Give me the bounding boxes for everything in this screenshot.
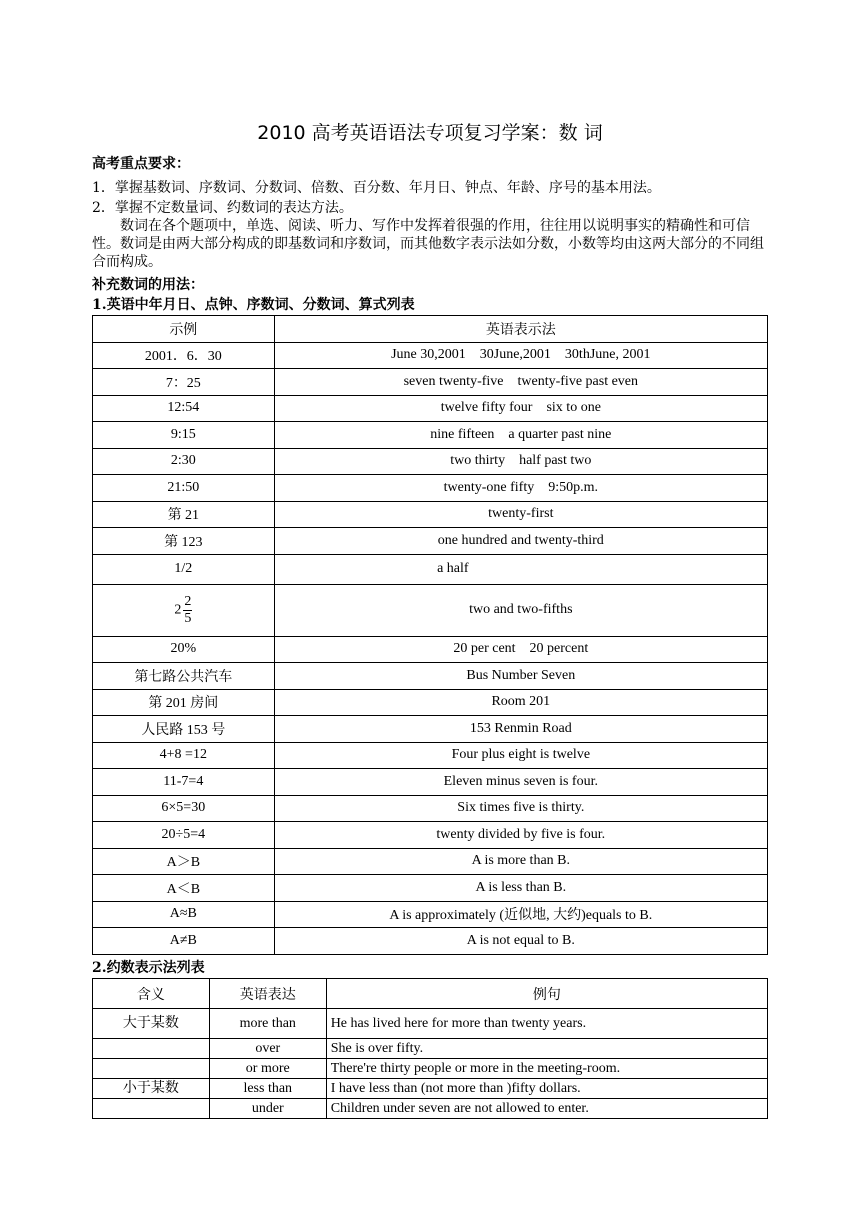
table-row	[93, 769, 768, 796]
english-cell: Room 201	[274, 689, 767, 716]
expression-cell: more than	[209, 1009, 326, 1039]
example-cell: 人民路 153 号	[93, 716, 275, 743]
page-title: 2010 高考英语语法专项复习学案：数 词	[257, 122, 603, 144]
expression-cell: or more	[209, 1059, 326, 1079]
header-example-sentence: 例句	[326, 979, 767, 1009]
meaning-cell	[93, 1059, 210, 1079]
table-row	[93, 689, 768, 716]
header-english: 英语表示法	[274, 316, 767, 343]
requirements-heading: 高考重点要求：	[92, 156, 190, 172]
table-row	[93, 795, 768, 822]
example-cell: 1/2	[93, 554, 275, 584]
english-cell: June 30,2001 30June,2001 30thJune, 2001	[274, 342, 767, 369]
english-cell: seven twenty-five twenty-five past even	[274, 369, 767, 396]
table-row	[93, 875, 768, 902]
table-header-row	[93, 979, 768, 1009]
english-cell: A is approximately (近似地, 大约)equals to B.	[274, 901, 767, 928]
table-row	[93, 554, 768, 584]
example-cell: A＞B	[93, 848, 275, 875]
example-cell: 12:54	[93, 395, 275, 422]
sentence-cell: I have less than (not more than )fifty dollars.	[326, 1079, 767, 1099]
table-row	[93, 369, 768, 396]
english-cell: two thirty half past two	[274, 448, 767, 475]
example-cell: 第 21	[93, 501, 275, 528]
meaning-cell	[93, 1039, 210, 1059]
english-cell: A is more than B.	[274, 848, 767, 875]
english-cell: Six times five is thirty.	[274, 795, 767, 822]
english-cell: 20 per cent 20 percent	[274, 636, 767, 663]
meaning-cell: 小于某数	[93, 1079, 210, 1099]
intro-paragraph: 数词在各个题项中，单选、阅读、听力、写作中发挥着很强的作用，往往用以说明事实的精确性和可信性。数词是由两大部分构成的即基数词和序数词，而其他数字表示法如分数，小数等均由这两大部分的不同组合而构成。	[92, 218, 764, 270]
table-row	[93, 901, 768, 928]
fraction-whole: 2	[174, 602, 182, 617]
english-cell: twenty-one fifty 9:50p.m.	[274, 475, 767, 502]
example-cell: A≈B	[93, 901, 275, 928]
date-time-ordinal-table	[92, 315, 768, 955]
english-cell: a half	[274, 554, 767, 584]
example-cell: 20%	[93, 636, 275, 663]
table-row	[93, 848, 768, 875]
example-cell: 第七路公共汽车	[93, 663, 275, 690]
english-cell: twenty-first	[274, 501, 767, 528]
english-cell: A is not equal to B.	[274, 928, 767, 955]
example-cell: A≠B	[93, 928, 275, 955]
table-row	[93, 1099, 768, 1119]
table-row	[93, 342, 768, 369]
sentence-cell: He has lived here for more than twenty years.	[326, 1009, 767, 1039]
english-cell: twelve fifty four six to one	[274, 395, 767, 422]
table-row	[93, 528, 768, 555]
table-row	[93, 1079, 768, 1099]
english-cell: nine fifteen a quarter past nine	[274, 422, 767, 449]
english-cell: twenty divided by five is four.	[274, 822, 767, 849]
supplement-heading: 补充数词的用法：	[92, 277, 204, 293]
sentence-cell: Children under seven are not allowed to enter.	[326, 1099, 767, 1119]
example-cell: 4+8 =12	[93, 742, 275, 769]
table-row	[93, 822, 768, 849]
table-row	[93, 1039, 768, 1059]
table-row	[93, 1009, 768, 1039]
table-row	[93, 584, 768, 636]
fraction-denominator: 5	[184, 610, 192, 626]
expression-cell: less than	[209, 1079, 326, 1099]
sentence-cell: She is over fifty.	[326, 1039, 767, 1059]
example-cell: A＜B	[93, 875, 275, 902]
example-cell	[93, 584, 275, 636]
fraction	[183, 594, 192, 627]
english-cell: two and two-fifths	[274, 584, 767, 636]
example-cell: 11-7=4	[93, 769, 275, 796]
table-row	[93, 636, 768, 663]
table-row	[93, 395, 768, 422]
table-row	[93, 716, 768, 743]
example-cell: 第 201 房间	[93, 689, 275, 716]
sentence-cell: There're thirty people or more in the meeting-room.	[326, 1059, 767, 1079]
fraction-numerator: 2	[184, 593, 192, 609]
english-cell: one hundred and twenty-third	[274, 528, 767, 555]
english-cell: A is less than B.	[274, 875, 767, 902]
table2-heading: 2.约数表示法列表	[92, 960, 205, 976]
example-cell: 第 123	[93, 528, 275, 555]
example-cell: 6×5=30	[93, 795, 275, 822]
table-row	[93, 742, 768, 769]
example-cell: 9:15	[93, 422, 275, 449]
approximate-number-table	[92, 978, 768, 1119]
expression-cell: over	[209, 1039, 326, 1059]
table-row	[93, 448, 768, 475]
requirement-2: 2．掌握不定数量词、约数词的表达方法。	[92, 200, 353, 216]
english-cell: Four plus eight is twelve	[274, 742, 767, 769]
table-row	[93, 501, 768, 528]
table-row	[93, 475, 768, 502]
table1-heading: 1.英语中年月日、点钟、序数词、分数词、算式列表	[92, 297, 415, 313]
example-cell: 2:30	[93, 448, 275, 475]
table-row	[93, 928, 768, 955]
example-cell: 2001．6．30	[93, 342, 275, 369]
meaning-cell: 大于某数	[93, 1009, 210, 1039]
example-cell: 7：25	[93, 369, 275, 396]
meaning-cell	[93, 1099, 210, 1119]
header-expression: 英语表达	[209, 979, 326, 1009]
english-cell: Eleven minus seven is four.	[274, 769, 767, 796]
example-cell: 20÷5=4	[93, 822, 275, 849]
table-header-row	[93, 316, 768, 343]
table-row	[93, 1059, 768, 1079]
english-cell: Bus Number Seven	[274, 663, 767, 690]
header-meaning: 含义	[93, 979, 210, 1009]
example-cell: 21:50	[93, 475, 275, 502]
table-row	[93, 422, 768, 449]
expression-cell: under	[209, 1099, 326, 1119]
table-row	[93, 663, 768, 690]
header-example: 示例	[93, 316, 275, 343]
requirement-1: 1．掌握基数词、序数词、分数词、倍数、百分数、年月日、钟点、年龄、序号的基本用法。	[92, 180, 661, 196]
english-cell: 153 Renmin Road	[274, 716, 767, 743]
